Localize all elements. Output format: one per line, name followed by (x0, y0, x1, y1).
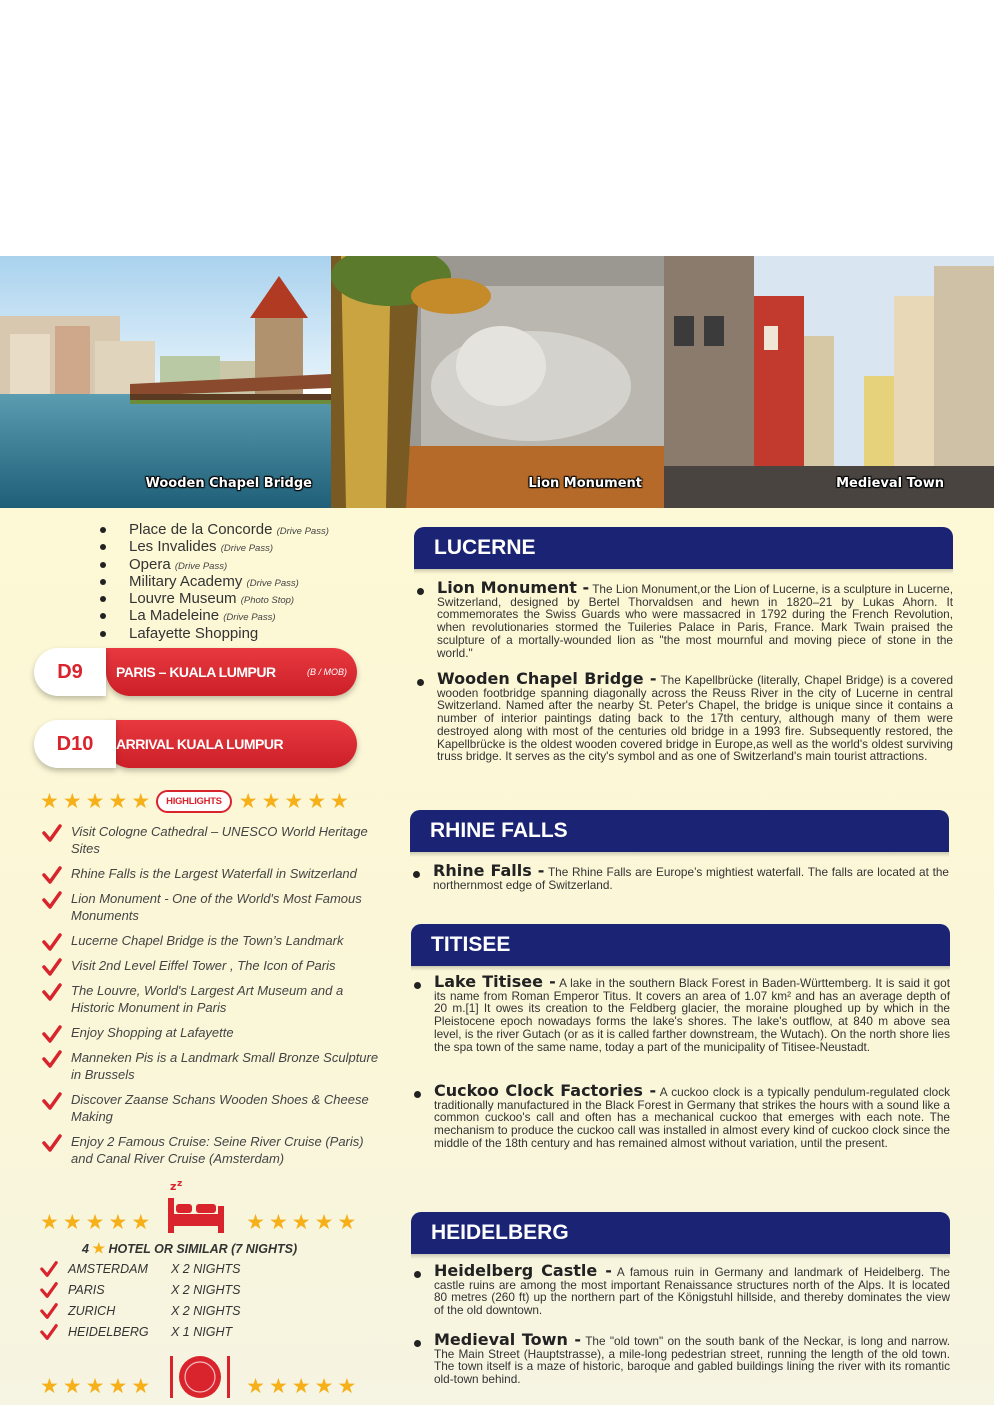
hotel-nights: X 2 NIGHTS (171, 1304, 241, 1318)
place-note: (Drive Pass) (174, 560, 228, 572)
star-icon: ★ (85, 790, 105, 813)
star-icon: ★ (131, 790, 151, 813)
checkmark-icon (42, 1024, 62, 1044)
highlights-list (42, 823, 387, 1175)
checkmark-icon (40, 1260, 58, 1278)
list-item (100, 608, 329, 625)
place-name: Opera (129, 555, 171, 573)
attraction-title: Lion Monument - (437, 578, 590, 597)
highlights-badge: HIGHLIGHTS (156, 790, 232, 813)
hotel-star-rating: 4 (82, 1242, 89, 1256)
photo-wooden-chapel-bridge (0, 256, 331, 508)
star-icon: ★ (284, 790, 304, 813)
checkmark-icon (42, 932, 62, 952)
star-icon: ★ (314, 1211, 334, 1234)
attraction-wooden-chapel-bridge (437, 669, 953, 764)
list-item (100, 591, 329, 608)
day-label: PARIS – KUALA LUMPUR (116, 664, 276, 680)
attraction-cuckoo-clock-factories (434, 1081, 950, 1150)
photo-medieval-town (664, 256, 994, 508)
highlight-text: Lucerne Chapel Bridge is the Town’s Landmark (71, 933, 344, 948)
list-item (100, 626, 329, 641)
list-item (42, 932, 387, 949)
list-item (42, 982, 387, 1016)
star-icon: ★ (40, 1211, 59, 1234)
checkmark-icon (42, 1133, 62, 1153)
star-icon: ★ (85, 1375, 105, 1398)
list-item (100, 557, 329, 574)
place-note: (Drive Pass) (276, 526, 329, 537)
list-item (100, 522, 329, 539)
day-label: ARRIVAL KUALA LUMPUR (116, 736, 284, 752)
star-icon: ★ (62, 1211, 82, 1234)
photo-lion-monument (331, 256, 664, 508)
attraction-lake-titisee (434, 972, 950, 1054)
star-icon: ★ (131, 1375, 151, 1398)
hotel-stars (40, 1212, 360, 1233)
highlight-text: Visit 2nd Level Eiffel Tower , The Icon of Paris (71, 958, 336, 973)
attraction-title: Cuckoo Clock Factories - (434, 1081, 657, 1100)
list-item (42, 957, 387, 974)
checkmark-icon (42, 982, 62, 1002)
hotel-nights: X 1 NIGHT (171, 1325, 233, 1339)
photo-strip (0, 256, 994, 508)
place-name: La Madeleine (129, 607, 220, 625)
hotel-city: HEIDELBERG (68, 1325, 149, 1339)
star-icon: ★ (108, 1375, 128, 1398)
attraction-text: A cuckoo clock is a typically pendulum-regulated clock traditionally manufactured in the Black Forest in Germany that strikes the hours with a sound like a common cuckoo's call and often has a mechanical cuckoo that emerges with each note. The mechanism to produce the cuckoo call was installed in almost every kind of cuckoo clock since the middle of the 18th century and has remained almost without variation, until the present. (434, 1085, 950, 1150)
place-name: Military Academy (129, 572, 243, 590)
highlight-text: Discover Zaanse Schans Wooden Shoes & Cheese Making (71, 1092, 369, 1124)
paris-places-list (100, 522, 329, 641)
hotel-label: HOTEL OR SIMILAR (7 NIGHTS) (108, 1242, 298, 1256)
day-code: D10 (34, 720, 116, 768)
highlight-text: The Louvre, World's Largest Art Museum and a Historic Monument in Paris (71, 983, 344, 1015)
attraction-text: The Kapellbrücke (literally, Chapel Bridge) is a covered wooden footbridge spanning diagonally across the Reuss River in the city of Lucerne in central Switzerland. Named after the nearby St. Peter's Chapel, the bridge is unique since it contains a number of interior paintings dating back to the 17th century, although many of them were destroyed along with most of the centuries old bridge in a 1993 fire. Subsequently restored, the Kapellbrücke is the oldest wooden covered bridge in Europe,as well as the world's oldest surviving truss bridge. It serves as the city's symbol and as one of Switzerland's main tourist attractions. (437, 673, 953, 764)
hotel-city: AMSTERDAM (68, 1262, 148, 1276)
star-icon: ★ (291, 1375, 311, 1398)
highlights-header (40, 790, 353, 813)
hotel-title (82, 1240, 297, 1257)
star-icon: ★ (62, 790, 82, 813)
photo-caption: Wooden Chapel Bridge (145, 476, 312, 491)
day-banner-bar (106, 648, 357, 696)
checkmark-icon (42, 865, 62, 885)
highlight-text: Rhine Falls is the Largest Waterfall in Switzerland (71, 866, 357, 881)
attraction-heidelberg-castle (434, 1261, 950, 1318)
checkmark-icon (40, 1323, 58, 1341)
highlight-text: Lion Monument - One of the World's Most Famous Monuments (71, 891, 362, 923)
day-code: D9 (34, 648, 106, 696)
highlight-text: Enjoy 2 Famous Cruise: Seine River Cruise (Paris) and Canal River Cruise (Amsterdam) (71, 1134, 364, 1166)
checkmark-icon (42, 1091, 62, 1111)
section-header-rhine-falls: RHINE FALLS (410, 810, 949, 852)
attraction-text: The Rhine Falls are Europe’s mightiest waterfall. The falls are located at the northernmost edge of Switzerland. (433, 865, 949, 892)
star-icon: ★ (62, 1375, 82, 1398)
star-icon: ★ (291, 1211, 311, 1234)
star-icon: ★ (330, 790, 349, 813)
star-icon: ★ (337, 1211, 357, 1234)
highlight-text: Manneken Pis is a Landmark Small Bronze Sculpture in Brussels (71, 1050, 379, 1082)
place-name: Louvre Museum (129, 590, 237, 608)
attraction-title: Lake Titisee - (434, 972, 556, 991)
list-item (100, 574, 329, 591)
place-name: Lafayette Shopping (129, 624, 259, 642)
svg-text:z: z (170, 1180, 177, 1193)
checkmark-icon (40, 1281, 58, 1299)
star-icon: ★ (108, 790, 128, 813)
list-item (42, 823, 387, 857)
hotel-city: ZURICH (68, 1304, 116, 1318)
attraction-title: Wooden Chapel Bridge - (437, 669, 657, 688)
attraction-text: The "old town" on the south bank of the Neckar, is long and narrow. The Main Street (Hauptstrasse), a mile-long pedestrian street, running the length of the old town. The town itself is a maze of historic, baroque and gabled buildings lining the river with its romantic old-town behind. (434, 1334, 950, 1387)
meal-code: (B / MOB) (307, 667, 347, 677)
list-item (100, 539, 329, 556)
checkmark-icon (40, 1302, 58, 1320)
checkmark-icon (42, 1049, 62, 1069)
place-note: (Drive Pass) (220, 543, 273, 555)
hotel-nights: X 2 NIGHTS (171, 1283, 241, 1297)
itinerary-panel (0, 508, 994, 1405)
day-banner-d10 (34, 720, 357, 768)
photo-caption: Medieval Town (836, 476, 944, 491)
star-icon: ★ (92, 1240, 105, 1256)
place-note: (Photo Stop) (240, 595, 295, 607)
hotel-city: PARIS (68, 1283, 105, 1297)
star-icon: ★ (108, 1211, 128, 1234)
star-icon: ★ (246, 1211, 265, 1234)
attraction-title: Heidelberg Castle - (434, 1261, 612, 1280)
star-icon: ★ (314, 1375, 334, 1398)
place-note: (Drive Pass) (246, 577, 299, 589)
svg-text:z: z (177, 1179, 183, 1189)
section-header-lucerne: LUCERNE (414, 527, 953, 569)
star-icon: ★ (246, 1375, 265, 1398)
list-item (42, 1049, 387, 1083)
highlight-text: Visit Cologne Cathedral – UNESCO World Heritage Sites (71, 824, 368, 856)
attraction-text: A famous ruin in Germany and landmark of Heidelberg. The castle ruins are among the most important Renaissance structures north of the Alps. It is located 80 metres (260 ft) up the northern part of the Königstuhl hillside, and thereby dominates the view of the old downtown. (434, 1265, 950, 1318)
star-icon: ★ (40, 790, 59, 813)
place-name: Place de la Concorde (129, 521, 273, 538)
attraction-medieval-town (434, 1330, 950, 1387)
list-item (42, 1133, 387, 1167)
checkmark-icon (42, 823, 62, 843)
star-icon: ★ (337, 1375, 357, 1398)
star-icon: ★ (131, 1211, 151, 1234)
attraction-lion-monument (437, 578, 953, 660)
place-note: (Drive Pass) (223, 612, 276, 624)
attraction-text: The Lion Monument,or the Lion of Lucerne, is a sculpture in Lucerne, Switzerland, designed by Bertel Thorvaldsen and hewn in 1820–21 by Lukas Ahorn. It commemorates the Swiss Guards who were massacred in 1792 during the French Revolution, when revolutionaries stormed the Tuileries Palace in Paris, France. Mark Twain praised the sculpture of a mortally-wounded lion as "the most mournful and moving piece of stone in the world." (437, 582, 953, 660)
attraction-rhine-falls (433, 861, 949, 892)
day-banner-d9 (34, 648, 357, 696)
list-item (42, 890, 387, 924)
section-header-heidelberg: HEIDELBERG (411, 1212, 950, 1254)
list-item (42, 1024, 387, 1041)
hotel-nights: X 2 NIGHTS (171, 1262, 241, 1276)
attraction-title: Medieval Town - (434, 1330, 582, 1349)
checkmark-icon (42, 957, 62, 977)
star-icon: ★ (85, 1211, 105, 1234)
attraction-text: A lake in the southern Black Forest in Baden-Württemberg. It is said it got its name from Roman Emperor Titus. It covers an area of 1.07 km² and has an average depth of 20 m.[1] It owes its creation to the Feldberg glacier, the moraine ploughed up by which in the Pleistocene epoch nowadays forms the lake's shores. The lake's outflow, at 840 m above sea level, is the river Gutach (or as it is called farther downstream, the Wutach). On the north shore lies the spa town of the same name, today a part of the municipality of Titisee-Neustadt. (434, 976, 950, 1054)
star-icon: ★ (40, 1375, 59, 1398)
star-icon: ★ (238, 790, 258, 813)
highlight-text: Enjoy Shopping at Lafayette (71, 1025, 234, 1040)
list-item (42, 1091, 387, 1125)
day-banner-bar (106, 720, 357, 768)
place-name: Les Invalides (129, 538, 217, 556)
attraction-title: Rhine Falls - (433, 861, 545, 880)
star-icon: ★ (261, 790, 281, 813)
star-icon: ★ (307, 790, 327, 813)
star-icon: ★ (268, 1375, 288, 1398)
checkmark-icon (42, 890, 62, 910)
star-icon: ★ (268, 1211, 288, 1234)
section-header-titisee: TITISEE (411, 924, 950, 966)
photo-caption: Lion Monument (528, 476, 642, 491)
meal-stars (40, 1376, 360, 1397)
list-item (42, 865, 387, 882)
